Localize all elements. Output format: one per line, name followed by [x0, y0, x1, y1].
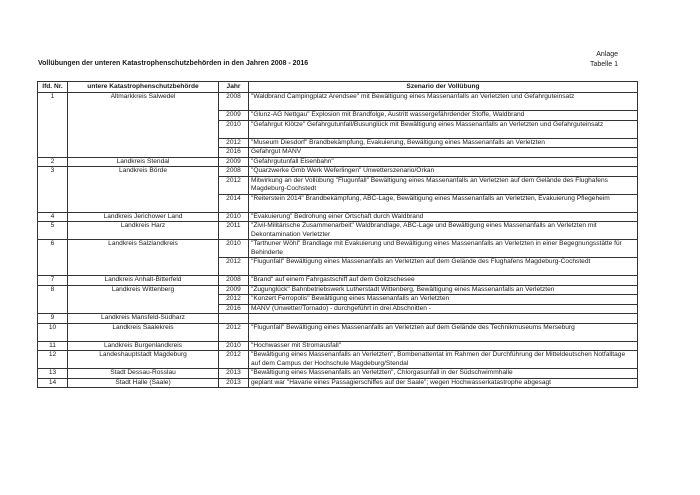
cell-behoerde: Landkreis Börde	[68, 167, 219, 213]
cell-szenario: "Gefahrgut Klötze" Gefahrgutunfall/Busunglück mit Bewältigung eines Massenanfalls an Verletzten und Gefahrguteinsatz	[249, 120, 638, 138]
exercise-table	[37, 81, 638, 388]
cell-behoerde: Landkreis Saalekreis	[68, 323, 219, 341]
cell-jahr: 2013	[219, 378, 249, 388]
cell-behoerde: Landkreis Wittenberg	[68, 285, 219, 314]
table-row	[38, 369, 638, 379]
cell-jahr: 2008	[219, 93, 249, 111]
cell-szenario: "Hochwasser mit Stromausfall"	[249, 341, 638, 351]
cell-behoerde: Stadt Dessau-Rosslau	[68, 369, 219, 379]
cell-szenario: "Zivil-Militärische Zusammenarbeit" Waldbrandlage, ABC-Lage und Bewältigung eines Massenanfalls an Verletzten mit Dekontamination Verletzter	[249, 222, 638, 240]
cell-jahr: 2012	[219, 176, 249, 194]
cell-jahr: 2012	[219, 258, 249, 276]
cell-nr: 3	[38, 167, 68, 213]
cell-nr: 11	[38, 341, 68, 351]
cell-szenario: Gefahrgut MANV	[249, 148, 638, 158]
annex-label	[558, 50, 618, 70]
cell-szenario: "Gefahrgutunfall Eisenbahn"	[249, 157, 638, 167]
cell-jahr: 2010	[219, 341, 249, 351]
table-row	[38, 285, 638, 295]
cell-nr: 7	[38, 276, 68, 286]
cell-szenario: "Waldbrand Campingplatz Arendsee" mit Bewältigung eines Massenanfalls an Verletzten und Gefahrguteinsatz	[249, 93, 638, 111]
cell-behoerde: Landkreis Salzlandkreis	[68, 240, 219, 276]
table-row	[38, 157, 638, 167]
cell-szenario: MANV (Unwetter/Tornado) - durchgeführt in drei Abschnitten -	[249, 304, 638, 314]
cell-nr: 2	[38, 157, 68, 167]
cell-behoerde: Landkreis Stendal	[68, 157, 219, 167]
cell-jahr: 2016	[219, 304, 249, 314]
cell-nr: 9	[38, 314, 68, 324]
cell-nr: 8	[38, 285, 68, 314]
cell-szenario: Mitwirkung an der Vollübung "Flugunfall" Bewältigung eines Massenanfalls an Verletzten auf dem Gelände des Flughafens Magdeburg-Cochstedt	[249, 176, 638, 194]
table-row	[38, 167, 638, 177]
cell-jahr: 2016	[219, 148, 249, 158]
cell-jahr: 2012	[219, 138, 249, 148]
cell-jahr: 2008	[219, 276, 249, 286]
cell-jahr: 2009	[219, 157, 249, 167]
table-row	[38, 222, 638, 240]
cell-szenario: "Bewältigung eines Massenanfalls an Verletzten", Bombenattentat im Rahmen der Durchführung der Mitteldeutschen Notfalltage auf dem Campus der Hochschule Magdeburg/Stendal	[249, 351, 638, 369]
cell-nr: 14	[38, 378, 68, 388]
table-row	[38, 351, 638, 369]
header-szenario: Szenario der Vollübung	[249, 82, 638, 93]
cell-jahr	[219, 314, 249, 324]
cell-szenario: "Glunz-AG Nettgau" Explosion mit Brandfolge, Austritt wassergefährdender Stoffe, Waldbrand	[249, 111, 638, 121]
cell-szenario: "Brand" auf einem Fahrgastschiff auf dem Goitzschesee	[249, 276, 638, 286]
cell-szenario: "Bewältigung eines Massenanfalls an Verletzten", Chlorgasunfall in der Südschwimmhalle	[249, 369, 638, 379]
table-header-row	[38, 82, 638, 93]
cell-jahr: 2011	[219, 222, 249, 240]
table-row	[38, 323, 638, 341]
table-row	[38, 240, 638, 258]
cell-behoerde: Stadt Halle (Saale)	[68, 378, 219, 388]
header-jahr: Jahr	[219, 82, 249, 93]
table-row	[38, 341, 638, 351]
cell-szenario: geplant war "Havarie eines Passagierschiffes auf der Saale"; wegen Hochwasserkatastrophe abgesagt	[249, 378, 638, 388]
table-row	[38, 378, 638, 388]
cell-nr: 13	[38, 369, 68, 379]
cell-jahr: 2010	[219, 212, 249, 222]
cell-nr: 5	[38, 222, 68, 240]
cell-szenario: "Tarthuner Wöhl" Brandlage mit Evakuierung und Bewältigung eines Massenanfalls an Verletzten in einer Begegnungsstätte für Behinderte	[249, 240, 638, 258]
cell-jahr: 2009	[219, 111, 249, 121]
cell-jahr: 2014	[219, 194, 249, 212]
cell-szenario: "Konzert Ferropolis" Bewältigung eines Massenanfalls an Verletzten	[249, 295, 638, 305]
cell-szenario	[249, 314, 638, 324]
table-body	[38, 93, 638, 388]
cell-jahr: 2012	[219, 295, 249, 305]
cell-jahr: 2009	[219, 285, 249, 295]
cell-nr: 4	[38, 212, 68, 222]
table-row	[38, 93, 638, 111]
cell-nr: 6	[38, 240, 68, 276]
cell-szenario: "Museum Diesdorf" Brandbekämpfung, Evakuierung, Bewältigung eines Massenanfalls an Verletzten	[249, 138, 638, 148]
cell-behoerde: Altmarkkreis Salwedel	[68, 93, 219, 158]
cell-jahr: 2008	[219, 167, 249, 177]
cell-nr: 1	[38, 93, 68, 158]
cell-jahr: 2012	[219, 323, 249, 341]
header-nr: lfd. Nr.	[38, 82, 68, 93]
cell-behoerde: Landkreis Mansfeld-Südharz	[68, 314, 219, 324]
cell-behoerde: Landkreis Anhalt-Bitterfeld	[68, 276, 219, 286]
cell-behoerde: Landeshauptstadt Magdeburg	[68, 351, 219, 369]
cell-szenario: "Flugunfall" Bewältigung eines Massenanfalls an Verletzten auf dem Gelände des Flughafens Magdeburg-Cochstedt	[249, 258, 638, 276]
cell-szenario: "Flugunfall" Bewältigung eines Massenanfalls an Verletzten auf dem Gelände des Technikmuseums Merseburg	[249, 323, 638, 341]
cell-behoerde: Landkreis Burgenlandkreis	[68, 341, 219, 351]
document-title: Vollübungen der unteren Katastrophenschutzbehörden in den Jahren 2008 - 2016	[38, 60, 309, 67]
annex-text: Anlage	[596, 51, 618, 58]
cell-nr: 12	[38, 351, 68, 369]
cell-szenario: "Quarzwerke Gmb Werk Weferlingen" Unwetterszenario/Orkan	[249, 167, 638, 177]
cell-behoerde: Landkreis Harz	[68, 222, 219, 240]
table-row	[38, 276, 638, 286]
cell-nr: 10	[38, 323, 68, 341]
table-row	[38, 314, 638, 324]
cell-jahr: 2010	[219, 120, 249, 138]
cell-jahr: 2013	[219, 369, 249, 379]
cell-szenario: "Zugunglück" Bahnbetriebswerk Lutherstadt Wittenberg, Bewältigung eines Massenanfalls an Verletzten	[249, 285, 638, 295]
cell-jahr: 2012	[219, 351, 249, 369]
table-row	[38, 212, 638, 222]
cell-jahr: 2010	[219, 240, 249, 258]
table-number: Tabelle 1	[589, 61, 618, 68]
cell-szenario: "Evakuierung" Bedrohung einer Ortschaft durch Waldbrand	[249, 212, 638, 222]
header-behoerde: untere Katastrophenschutzbehörde	[68, 82, 219, 93]
cell-szenario: "Reiterstein 2014" Brandbekämpfung, ABC-Lage, Bewältigung eines Massenanfalls an Verletzten, Evakuierung Pflegeheim	[249, 194, 638, 212]
cell-behoerde: Landkreis Jerichower Land	[68, 212, 219, 222]
